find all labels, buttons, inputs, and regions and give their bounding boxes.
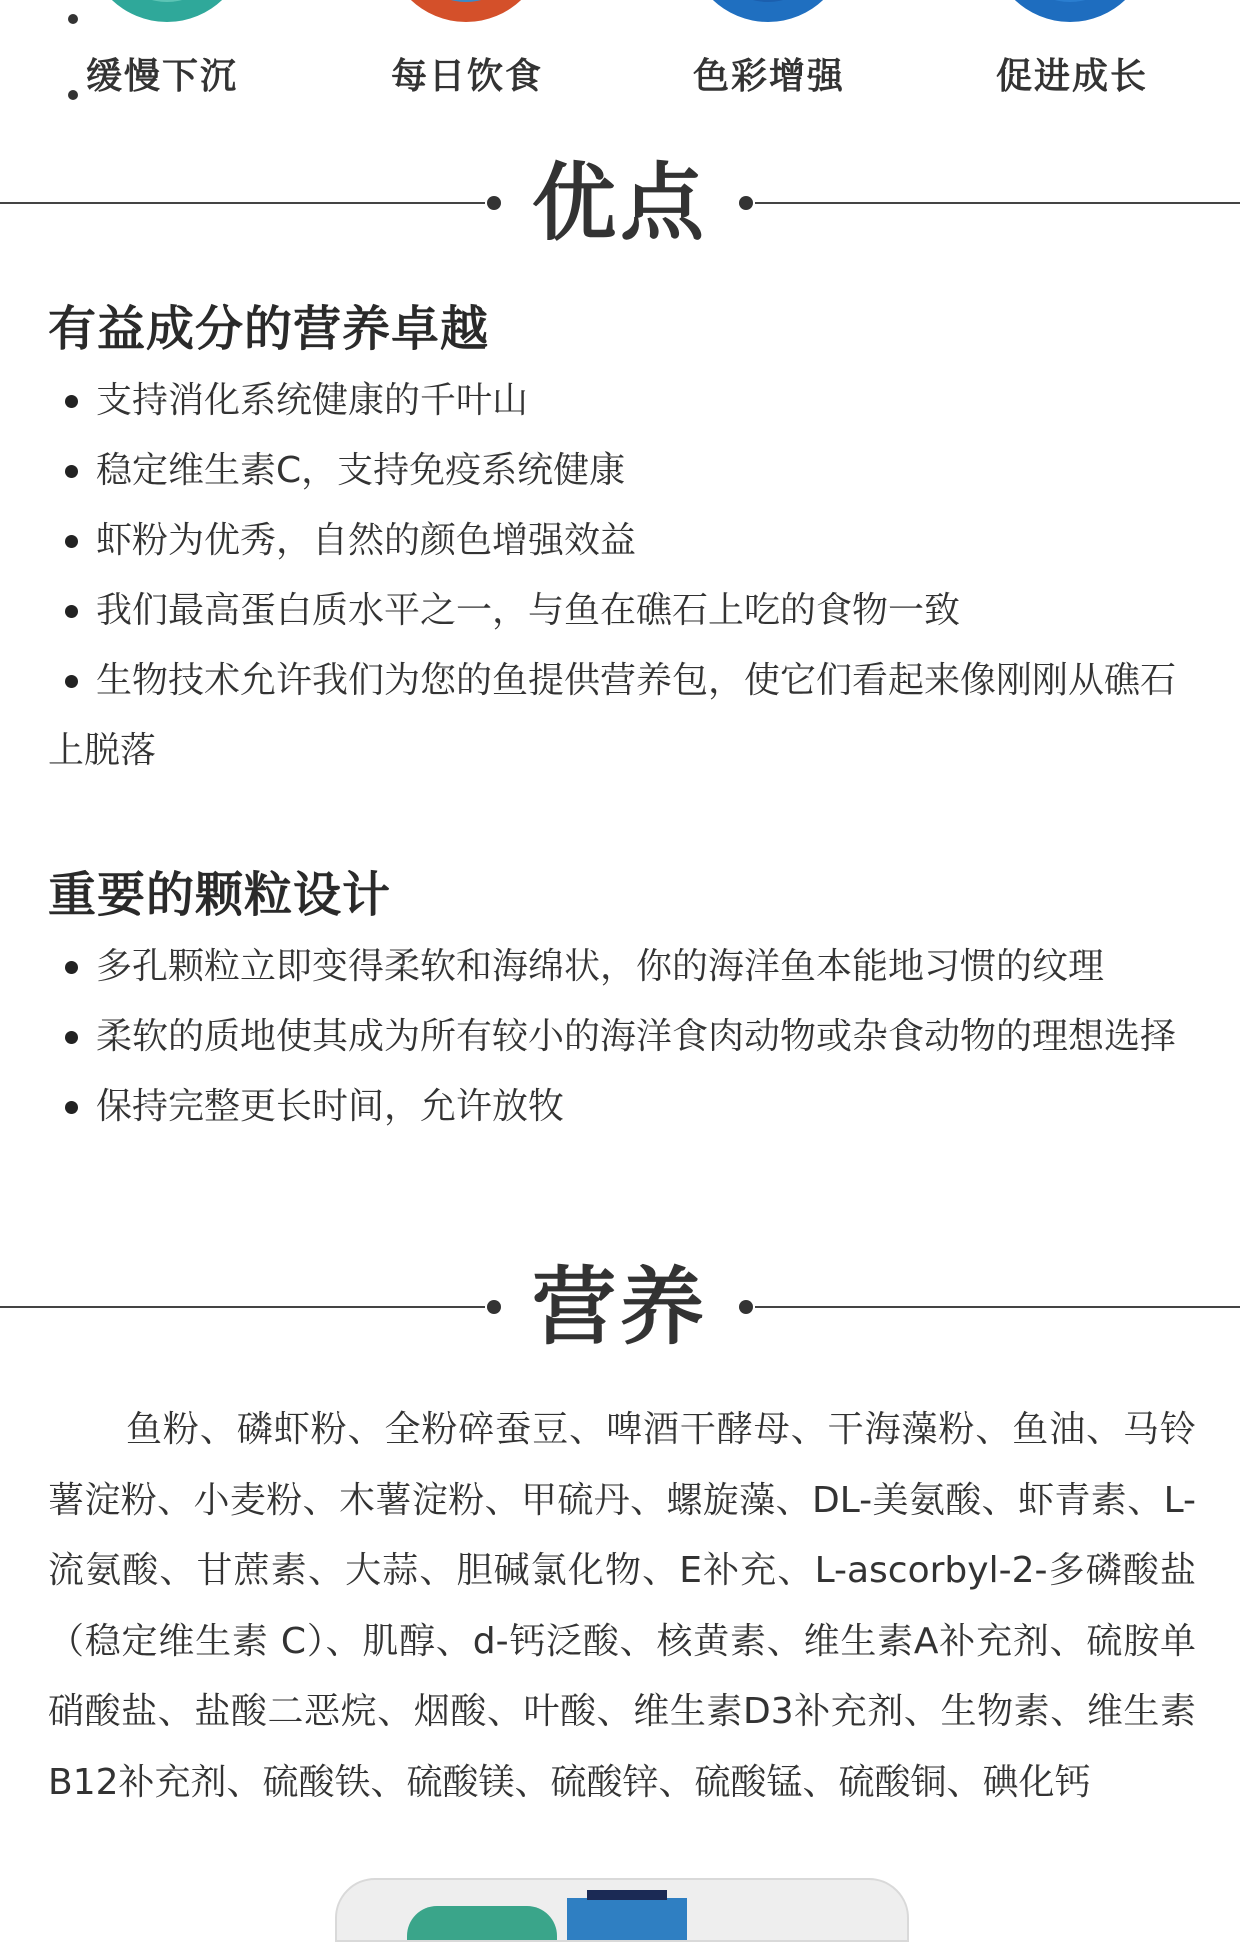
slow-sinking-icon <box>87 0 247 22</box>
nutrition-excellence-list <box>48 366 1198 786</box>
list-item: 保持完整更长时间，允许放牧 <box>48 1072 1198 1142</box>
growth-icon <box>990 0 1150 22</box>
color-enhance-icon <box>688 0 848 22</box>
granule-design-heading: 重要的颗粒设计 <box>48 867 392 923</box>
feature-label-color-enhance: 色彩增强 <box>693 56 846 97</box>
advantages-title: 优点 <box>531 154 708 252</box>
daily-diet-icon <box>386 0 546 22</box>
feature-label-slow-sinking: 缓慢下沉 <box>86 56 239 97</box>
list-item: 多孔颗粒立即变得柔软和海绵状，你的海洋鱼本能地习惯的纹理 <box>48 932 1198 1002</box>
feature-icons-row <box>0 0 1240 110</box>
nutrition-section-header <box>0 1252 1240 1362</box>
divider-dot <box>739 1300 753 1314</box>
ingredients-text: 鱼粉、磷虾粉、全粉碎蚕豆、啤酒干酵母、干海藻粉、鱼油、马铃薯淀粉、小麦粉、木薯淀粉、甲硫丹、螺旋藻、DL-美氨酸、虾青素、L-流氨酸、甘蔗素、大蒜、胆碱氯化物、E补充、L-ascorbyl-2-多磷酸盐 （稳定维生素 C）、肌醇、d-钙泛酸、核黄素、维生素A补充剂、硫胺单硝酸盐、盐酸二恶烷、烟酸、叶酸、维生素D3补充剂、生物素、维生素B12补充剂、硫酸铁、硫酸镁、硫酸锌、硫酸锰、硫酸铜、碘化钙 <box>48 1409 1196 1803</box>
nutrition-excellence-heading: 有益成分的营养卓越 <box>48 301 490 357</box>
side-dot <box>68 90 78 100</box>
list-item: 柔软的质地使其成为所有较小的海洋食肉动物或杂食动物的理想选择 <box>48 1002 1198 1072</box>
granule-design-list <box>48 932 1198 1142</box>
list-item: 支持消化系统健康的千叶山 <box>48 366 1198 436</box>
product-package-image <box>335 1878 909 1942</box>
feature-label-daily-diet: 每日饮食 <box>391 56 544 97</box>
advantages-section-header <box>0 148 1240 258</box>
divider-line <box>755 1306 1240 1308</box>
feature-label-growth: 促进成长 <box>996 56 1149 97</box>
nutrition-title: 营养 <box>531 1258 708 1356</box>
side-dot <box>68 14 78 24</box>
divider-line <box>755 202 1240 204</box>
list-item: 生物技术允许我们为您的鱼提供营养包，使它们看起来像刚刚从礁石上脱落 <box>48 646 1198 786</box>
list-item: 我们最高蛋白质水平之一，与鱼在礁石上吃的食物一致 <box>48 576 1198 646</box>
list-item: 稳定维生素C，支持免疫系统健康 <box>48 436 1198 506</box>
list-item: 虾粉为优秀，自然的颜色增强效益 <box>48 506 1198 576</box>
divider-dot <box>739 196 753 210</box>
